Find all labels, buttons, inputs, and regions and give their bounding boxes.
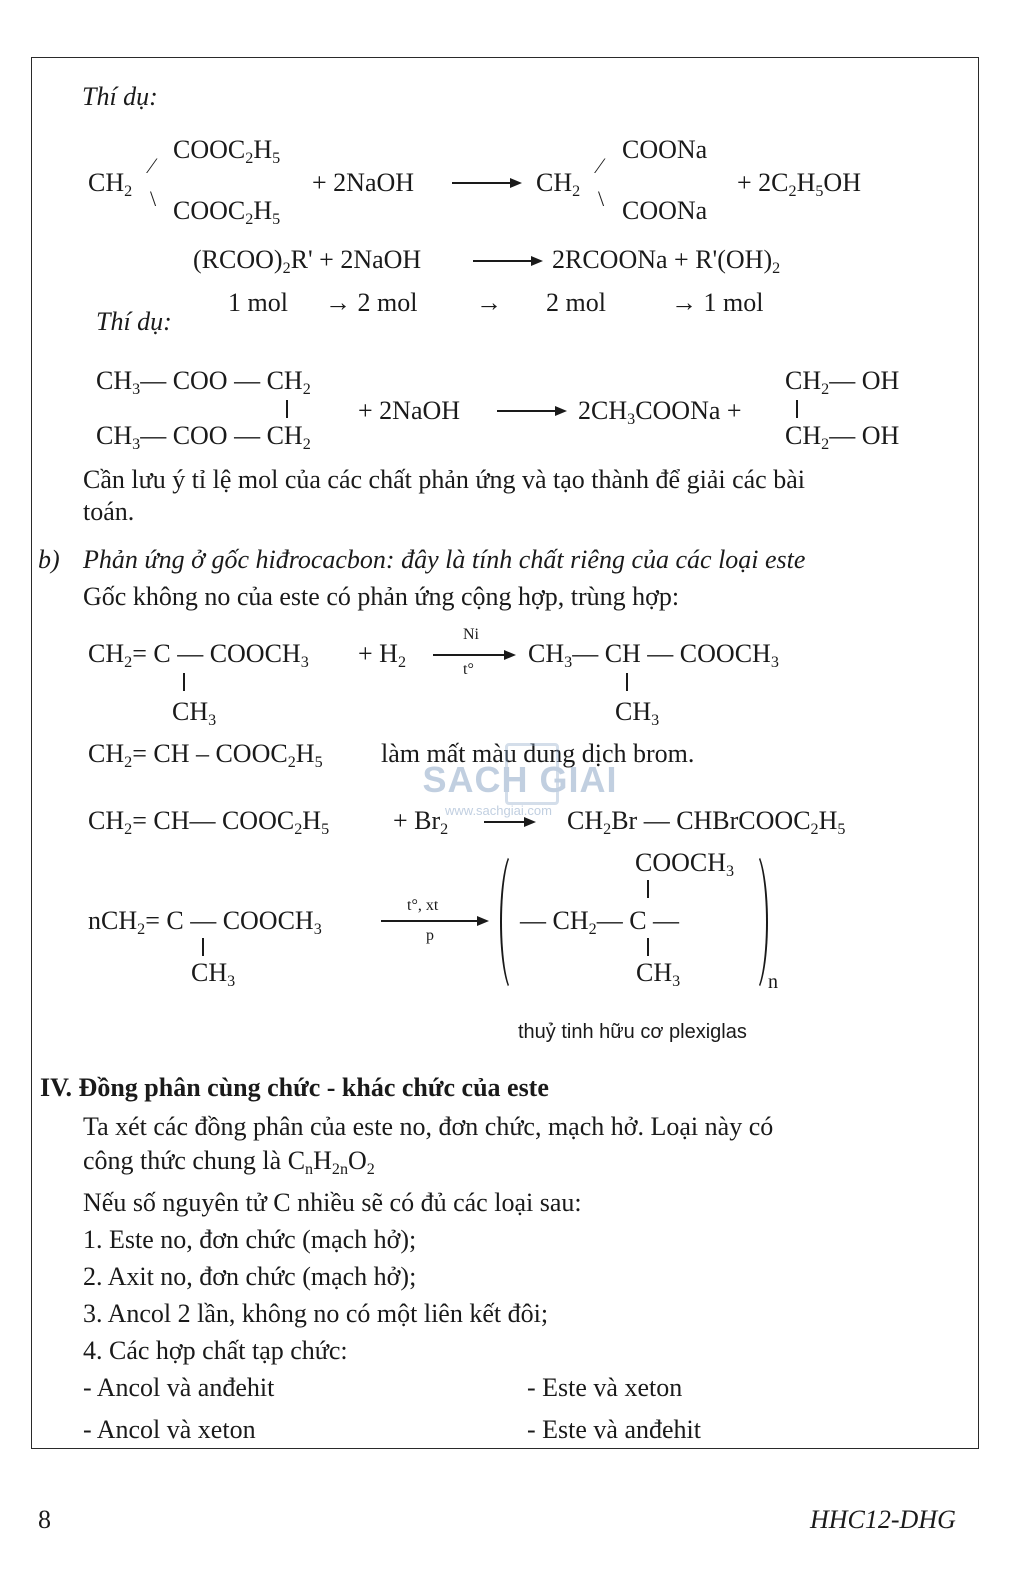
section-iv-p1: Ta xét các đồng phân của este no, đơn chức, mạch hở. Loại này có bbox=[83, 1112, 774, 1141]
list-item: 1. Este no, đơn chức (mạch hở); bbox=[83, 1225, 417, 1254]
list-item: 2. Axit no, đơn chức (mạch hở); bbox=[83, 1262, 417, 1291]
ratio-3: → bbox=[476, 288, 502, 317]
arrow-line bbox=[484, 821, 528, 823]
bond-slash: ⁄ bbox=[150, 153, 154, 178]
section-b-heading: Phản ứng ở gốc hiđrocacbon: đây là tính chất riêng của các loại este bbox=[83, 545, 806, 574]
sub-item: - Ancol và xeton bbox=[83, 1415, 256, 1444]
glycol-top: $CH_2—$ OH bbox=[785, 366, 900, 399]
sub-item: - Ancol và anđehit bbox=[83, 1373, 275, 1402]
salt-ch2: $CH_2$ bbox=[536, 168, 581, 201]
list-item: 4. Các hợp chất tạp chức: bbox=[83, 1336, 348, 1365]
bond-backslash: \ bbox=[598, 186, 605, 211]
list-item: 3. Ancol 2 lần, không no có một liên kết đôi; bbox=[83, 1299, 549, 1328]
book-code: HHC12-DHG bbox=[810, 1505, 956, 1534]
ethanol-product: + $2C_2H_5OH$ bbox=[737, 168, 861, 201]
bond-vertical bbox=[647, 938, 649, 956]
ester-branch-bottom: $COOC_2H_5$ bbox=[173, 196, 281, 229]
salt-branch-top: COONa bbox=[622, 135, 708, 164]
general-left: $(RCOO)_2R'$ + 2NaOH bbox=[193, 245, 422, 278]
ratio-2: → 2 mol bbox=[325, 288, 418, 317]
reagent-naoh: + 2NaOH bbox=[312, 168, 415, 197]
arrow-head bbox=[477, 916, 489, 926]
arrow-head bbox=[524, 817, 536, 827]
polymer-unit: — $CH_2—$ C — bbox=[520, 906, 680, 939]
monomer-methyl: $CH_3$ bbox=[191, 958, 236, 991]
section-b-prefix: b) bbox=[38, 545, 60, 574]
page-number: 8 bbox=[38, 1505, 51, 1534]
arrow-head bbox=[510, 178, 522, 188]
section-iv-p2: công thức chung là $C_nH_{2n}O_2$ bbox=[83, 1146, 375, 1179]
polymer-ester-group: $COOCH_3$ bbox=[635, 848, 735, 881]
reagent-h2: + $H_2$ bbox=[358, 639, 407, 672]
plexiglas-caption: thuỷ tinh hữu cơ plexiglas bbox=[518, 1021, 747, 1043]
ratio-1: 1 mol bbox=[228, 288, 288, 317]
section-b-intro: Gốc không no của este có phản ứng cộng hợp, trùng hợp: bbox=[83, 582, 680, 611]
condition-temp: t° bbox=[463, 661, 474, 678]
ester-ch2: $CH_2$ bbox=[88, 168, 133, 201]
reagent-naoh-2: + 2NaOH bbox=[358, 396, 461, 425]
general-right: 2RCOONa + $R'(OH)_2$ bbox=[552, 245, 781, 278]
bond-vertical bbox=[647, 880, 649, 898]
bond-vertical bbox=[202, 938, 204, 956]
arrow-line bbox=[381, 920, 481, 922]
reagent-br2: + $Br_2$ bbox=[393, 806, 449, 839]
salt-branch-bottom: COONa bbox=[622, 196, 708, 225]
polymer-condition-bottom: p bbox=[426, 927, 434, 944]
polymer-condition-top: t°, xt bbox=[407, 897, 439, 914]
bond-vertical bbox=[183, 673, 185, 691]
sub-item: - Este và anđehit bbox=[527, 1415, 701, 1444]
diester-row2: $CH_3—$ COO — $CH_2$ bbox=[96, 421, 311, 454]
arrow-line bbox=[433, 654, 508, 656]
arrow-head bbox=[531, 256, 543, 266]
methyl-right: $CH_3$ bbox=[615, 697, 660, 730]
polymer-n: n bbox=[768, 971, 778, 993]
bond-vertical bbox=[286, 400, 288, 418]
note-line2: toán. bbox=[83, 497, 135, 526]
bond-vertical bbox=[796, 400, 798, 418]
arrow-line bbox=[452, 182, 514, 184]
section-iv-heading: IV. Đồng phân cùng chức - khác chức của este bbox=[40, 1073, 549, 1102]
acetate-product: $2CH_3COONa$ + bbox=[578, 396, 742, 429]
general-formula: C bbox=[287, 1146, 306, 1175]
bromine-eq-right: $CH_2Br$ — $CHBrCOOC_2H_5$ bbox=[567, 806, 846, 839]
bromine-text: làm mất màu dung dịch brom. bbox=[381, 739, 695, 768]
example1-label: Thí dụ: bbox=[82, 82, 158, 111]
arrow-head bbox=[555, 406, 567, 416]
ester-branch-top: $COOC_2H_5$ bbox=[173, 135, 281, 168]
monomer: nCH$_2$= C — $COOCH_3$ bbox=[88, 906, 322, 939]
catalyst-ni: Ni bbox=[463, 626, 479, 643]
diester-row1: $CH_3—$ COO — $CH_2$ bbox=[96, 366, 311, 399]
note-line1: Cần lưu ý tỉ lệ mol của các chất phản ứng và tạo thành để giải các bài bbox=[83, 465, 805, 494]
sub-item: - Este và xeton bbox=[527, 1373, 683, 1402]
glycol-bottom: $CH_2—$ OH bbox=[785, 421, 900, 454]
methacrylate-left: $CH_2= C$ — $COOCH_3$ bbox=[88, 639, 309, 672]
ratio-5: → 1 mol bbox=[671, 288, 764, 317]
ratio-4: 2 mol bbox=[546, 288, 606, 317]
bond-vertical bbox=[626, 673, 628, 691]
arrow-line bbox=[473, 260, 535, 262]
isobutyrate-right: $CH_3—$ CH — $COOCH_3$ bbox=[528, 639, 779, 672]
polymer-methyl: $CH_3$ bbox=[636, 958, 681, 991]
watermark-url: www.sachgiai.com bbox=[445, 803, 552, 818]
methyl-left: $CH_3$ bbox=[172, 697, 217, 730]
section-iv-p3: Nếu số nguyên tử C nhiều sẽ có đủ các loại sau: bbox=[83, 1188, 582, 1217]
bond-backslash: \ bbox=[150, 186, 157, 211]
arrow-line bbox=[497, 410, 559, 412]
acrylate-formula: $CH_2=$ CH – $COOC_2H_5$ bbox=[88, 739, 323, 772]
arrow-head bbox=[504, 650, 516, 660]
example2-label: Thí dụ: bbox=[96, 307, 172, 336]
bromine-eq-left: $CH_2=$ CH— $COOC_2H_5$ bbox=[88, 806, 330, 839]
watermark-text: SACH GIAI bbox=[422, 759, 618, 800]
bond-slash: ⁄ bbox=[598, 153, 602, 178]
watermark-logo bbox=[505, 743, 559, 805]
